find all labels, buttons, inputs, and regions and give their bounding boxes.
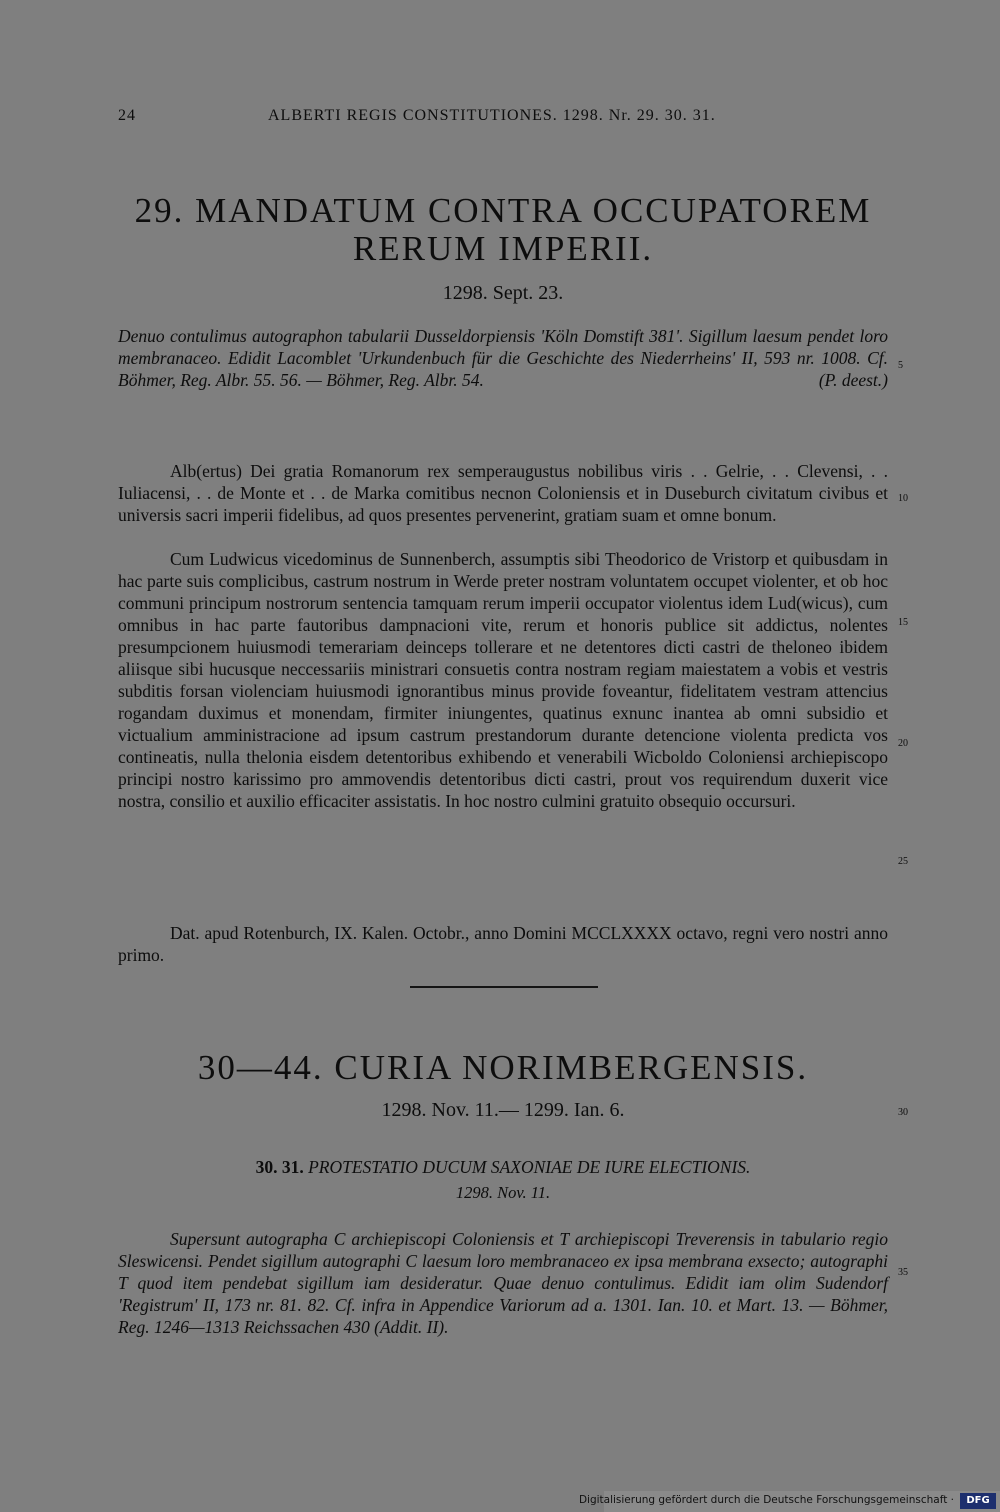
document-29-source-note: [118, 325, 888, 391]
line-number: 5: [898, 360, 903, 371]
dfg-logo-icon: DFG: [960, 1493, 996, 1509]
footer-text: Digitalisierung gefördert durch die Deutsche Forschungsgemeinschaft ·: [578, 1494, 954, 1506]
line-number: 15: [898, 617, 908, 628]
document-30-31-number: 30. 31.: [255, 1157, 304, 1177]
line-number: 30: [898, 1107, 908, 1118]
document-30-31-heading: [118, 1157, 888, 1178]
section-divider: [410, 986, 598, 988]
document-29-paragraph-2: Cum Ludwicus vicedominus de Sunnenberch, assumptis sibi Theodorico de Vristorp et quibusdam in hac parte suis complicibus, castrum nostrum in Werde preter nostram voluntatem occupet violenter, et ob hoc communi principum nostrorum sentencia tamquam rerum imperii occupator violentus idem Lud(wicus), cum omnibus in hac parte fautoribus dampnacioni vite, rerum et honoris publice sit addictus, nolentes presumpcionem huiusmodi temerariam deinceps tollerare et ne detentores dicti castri de theloneo ibidem aliisque sibi hucusque neccessariis ministrari consuetis contra nostram regiam maiestatem a vobis et vestris subditis forsan violenciam huiusmodi ignorantibus minus provide foveantur, fidelitatem vestram attencius rogandam duximus et monendam, firmiter iniungentes, quatinus exnunc inantea ab omni subsidio et victualium amministracione ad ipsum castrum prestandorum durante detencione violenta predicta vos contineatis, nulla thelonia eisdem detentoribus exhibendo et venerabili Wicboldo Coloniensi archiepiscopo principi nostro karissimo pro ammovendis detentoribus dicti castri, prout vos requirendum duxerit vice nostra, consilio et auxilio efficaciter assistatis. In hoc nostro culmini gratuito obsequio occursuri.: [118, 548, 888, 811]
line-number: 20: [898, 738, 908, 749]
document-29-title-line-1: 29. MANDATUM CONTRA OCCUPATOREM: [134, 191, 872, 230]
document-30-31-title: PROTESTATIO DUCUM SAXONIAE DE IURE ELECTIONIS.: [308, 1157, 751, 1177]
source-note-text: Denuo contulimus autographon tabularii Dusseldorpiensis 'Köln Domstift 381'. Sigillum laesum pendet loro membranaceo. Edidit Lacomblet 'Urkundenbuch für die Geschichte des Niederrheins' II, 593 nr. 1008. Cf. Böhmer, Reg. Albr. 55. 56. — Böhmer, Reg. Albr. 54.: [118, 326, 888, 390]
line-number: 10: [898, 493, 908, 504]
document-30-31-date: 1298. Nov. 11.: [455, 1183, 551, 1202]
document-29-paragraph-1: Alb(ertus) Dei gratia Romanorum rex semperaugustus nobilibus viris . . Gelrie, . . Clevensi, . . Iuliacensi, . . de Monte et . . de Marka comitibus necnon Coloniensis et in Duseburch civitatum civibus et universis sacri imperii fidelibus, ad quos presentes pervenerint, gratiam suam et omne bonum.: [118, 460, 888, 525]
source-note-sign: (P. deest.): [818, 370, 888, 390]
document-29-paragraph-3: Dat. apud Rotenburch, IX. Kalen. Octobr., anno Domini MCCLXXXX octavo, regni vero nostri anno primo.: [118, 922, 888, 965]
running-head: [118, 107, 888, 127]
section-30-title: 30—44. CURIA NORIMBERGENSIS.: [197, 1048, 809, 1087]
section-30-date: 1298. Nov. 11.— 1299. Ian. 6.: [381, 1099, 625, 1121]
footer-banner: [578, 1491, 1000, 1512]
running-title: ALBERTI REGIS CONSTITUTIONES. 1298. Nr. 29. 30. 31.: [268, 107, 716, 124]
document-29-title-line-2: RERUM IMPERII.: [352, 229, 654, 268]
document-30-31-source-note: Supersunt autographa C archiepiscopi Coloniensis et T archiepiscopi Treverensis in tabulario regio Sleswicensi. Pendet sigillum autographi C laesum loro membranaceo ex ipsa membrana exsecto; autographi T quod item pendebat sigillum iam desideratur. Quae denuo contulimus. Edidit iam olim Sudendorf 'Registrum' II, 173 nr. 81. 82. Cf. infra in Appendice Variorum ad a. 1301. Ian. 10. et Mart. 13. — Böhmer, Reg. 1246—1313 Reichssachen 430 (Addit. II).: [118, 1228, 888, 1337]
document-29-date: 1298. Sept. 23.: [442, 282, 564, 304]
line-number: 35: [898, 1267, 908, 1278]
line-number: 25: [898, 856, 908, 867]
page-number: 24: [118, 107, 136, 124]
document-29-title: [118, 192, 888, 268]
